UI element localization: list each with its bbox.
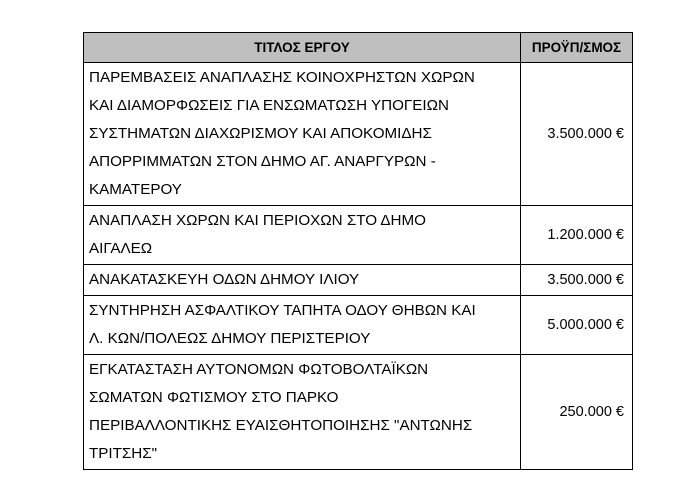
project-budget-cell: 3.500.000 € xyxy=(521,63,633,206)
project-title-line: ΚΑΜΑΤΕΡΟΥ xyxy=(89,181,182,198)
table-row xyxy=(84,355,633,470)
project-title-line: ΚΑΙ ΔΙΑΜΟΡΦΩΣΕΙΣ ΓΙΑ ΕΝΣΩΜΑΤΩΣΗ ΥΠΟΓΕΙΩΝ xyxy=(89,97,449,114)
project-budget-cell: 5.000.000 € xyxy=(521,296,633,355)
project-title-cell xyxy=(84,206,521,265)
project-title-line: ΑΝΑΠΛΑΣΗ ΧΩΡΩΝ ΚΑΙ ΠΕΡΙΟΧΩΝ ΣΤΟ ΔΗΜΟ xyxy=(89,212,426,229)
column-header-budget: ΠΡΟΫΠ/ΣΜΟΣ xyxy=(521,33,633,63)
project-title-line: ΣΩΜΑΤΩΝ ΦΩΤΙΣΜΟΥ ΣΤΟ ΠΑΡΚΟ xyxy=(89,389,339,406)
project-budget-cell: 250.000 € xyxy=(521,355,633,470)
table-row xyxy=(84,63,633,206)
project-title-line: Λ. ΚΩΝ/ΠΟΛΕΩΣ ΔΗΜΟΥ ΠΕΡΙΣΤΕΡΙΟΥ xyxy=(89,330,371,347)
column-header-title: ΤΙΤΛΟΣ ΕΡΓΟΥ xyxy=(84,33,521,63)
project-title-cell xyxy=(84,355,521,470)
project-title-line: ΤΡΙΤΣΗΣ" xyxy=(89,445,158,462)
table-row xyxy=(84,265,633,296)
table-row xyxy=(84,296,633,355)
project-title-line: ΣΥΝΤΗΡΗΣΗ ΑΣΦΑΛΤΙΚΟΥ ΤΑΠΗΤΑ ΟΔΟΥ ΘΗΒΩΝ ΚΑΙ xyxy=(89,302,476,319)
table-row xyxy=(84,206,633,265)
project-title-cell xyxy=(84,63,521,206)
projects-table xyxy=(83,32,633,470)
project-title-line: ΕΓΚΑΤΑΣΤΑΣΗ ΑΥΤΟΝΟΜΩΝ ΦΩΤΟΒΟΛΤΑΪΚΩΝ xyxy=(89,361,429,378)
project-budget-cell: 3.500.000 € xyxy=(521,265,633,296)
project-title-line: ΠΑΡΕΜΒΑΣΕΙΣ ΑΝΑΠΛΑΣΗΣ ΚΟΙΝΟΧΡΗΣΤΩΝ ΧΩΡΩΝ xyxy=(89,69,475,86)
project-title-cell xyxy=(84,265,521,296)
project-budget-cell: 1.200.000 € xyxy=(521,206,633,265)
table-header-row xyxy=(84,33,633,63)
project-title-cell xyxy=(84,296,521,355)
project-title-line: ΑΝΑΚΑΤΑΣΚΕΥΗ ΟΔΩΝ ΔΗΜΟΥ ΙΛΙΟΥ xyxy=(89,271,360,288)
project-title-line: ΑΠΟΡΡΙΜΜΑΤΩΝ ΣΤΟΝ ΔΗΜΟ ΑΓ. ΑΝΑΡΓΥΡΩΝ - xyxy=(89,153,436,170)
project-title-line: ΑΙΓΑΛΕΩ xyxy=(89,240,153,257)
project-title-line: ΣΥΣΤΗΜΑΤΩΝ ΔΙΑΧΩΡΙΣΜΟΥ ΚΑΙ ΑΠΟΚΟΜΙΔΗΣ xyxy=(89,125,432,142)
project-title-line: ΠΕΡΙΒΑΛΛΟΝΤΙΚΗΣ ΕΥΑΙΣΘΗΤΟΠΟΙΗΣΗΣ "ΑΝΤΩΝΗΣ xyxy=(89,417,473,434)
